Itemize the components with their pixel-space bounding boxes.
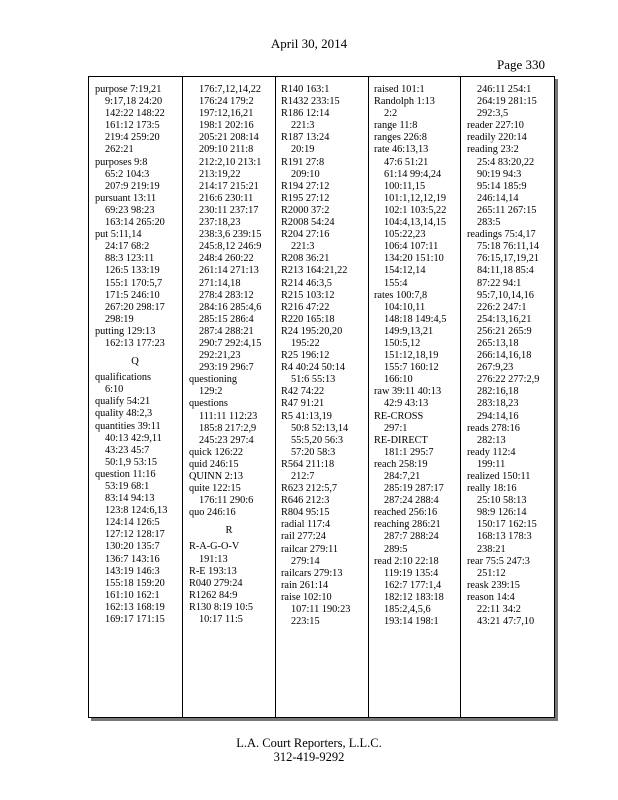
- index-entry: rates 100:7,8: [374, 289, 428, 301]
- index-entry-continuation: 69:23 98:23: [105, 204, 155, 216]
- column-divider: [275, 77, 276, 717]
- index-entry-continuation: 106:4 107:11: [384, 241, 439, 253]
- index-entry: ranges 226:8: [374, 132, 427, 144]
- index-entry-continuation: 169:17 171:15: [105, 614, 165, 626]
- index-entry-continuation: 245:23 297:4: [199, 434, 254, 446]
- index-entry: R25 196:12: [281, 350, 330, 362]
- index-entry-continuation: 98:9 126:14: [477, 507, 527, 519]
- index-entry: R140 163:1: [281, 84, 330, 95]
- index-entry-continuation: 40:13 42:9,11: [105, 432, 162, 444]
- index-entry-continuation: 168:13 178:3: [477, 531, 532, 543]
- index-entry: reads 278:16: [467, 422, 520, 434]
- index-entry-continuation: 267:9,23: [477, 362, 514, 374]
- index-entry-continuation: 198:1 202:16: [199, 120, 254, 132]
- index-entry-continuation: 105:22,23: [384, 229, 426, 241]
- index-entry: quick 126:22: [189, 446, 244, 458]
- index-entry: RE-CROSS: [374, 410, 424, 422]
- index-entry: qualifications: [95, 372, 152, 384]
- index-entry: R216 47:22: [281, 301, 330, 313]
- index-entry: quantities 39:11: [95, 420, 161, 432]
- index-entry-continuation: 261:14 271:13: [199, 265, 259, 277]
- index-entry: R42 74:22: [281, 386, 325, 398]
- index-entry-continuation: 290:7 292:4,15: [199, 337, 262, 349]
- index-entry-continuation: 182:12 183:18: [384, 591, 444, 603]
- index-entry: R214 46:3,5: [281, 277, 332, 289]
- index-entry-continuation: 150:5,12: [384, 337, 421, 349]
- column-divider: [368, 77, 369, 717]
- index-entry-continuation: 213:19,22: [199, 168, 241, 180]
- index-entry-continuation: 166:10: [384, 374, 413, 386]
- index-entry-continuation: 151:12,18,19: [384, 350, 439, 362]
- index-entry: raw 39:11 40:13: [374, 386, 442, 398]
- index-entry-continuation: 24:17 68:2: [105, 241, 150, 253]
- column-divider: [182, 77, 183, 717]
- index-entry-continuation: 143:19 146:3: [105, 565, 160, 577]
- index-entry-continuation: 95:7,10,14,16: [477, 289, 534, 301]
- index-entry: R2008 54:24: [281, 217, 335, 229]
- index-entry-continuation: 10:17 11:5: [199, 614, 243, 626]
- index-entry-continuation: 155:4: [384, 277, 408, 289]
- index-entry-continuation: 266:14,16,18: [477, 350, 532, 362]
- index-entry: quo 246:16: [189, 507, 236, 519]
- index-entry-continuation: 195:22: [291, 337, 320, 349]
- index-entry: reason 14:4: [467, 591, 515, 603]
- index-entry-continuation: 25:4 83:20,22: [477, 156, 535, 168]
- index-entry: really 18:16: [467, 483, 517, 495]
- index-entry: readings 75:4,17: [467, 229, 536, 241]
- index-entry: R040 279:24: [189, 577, 243, 589]
- index-entry: purposes 9:8: [95, 156, 148, 168]
- index-entry-continuation: 292:3,5: [477, 108, 509, 120]
- index-entry: reader 227:10: [467, 120, 524, 132]
- index-entry: R191 27:8: [281, 156, 325, 168]
- index-entry: put 5:11,14: [95, 229, 142, 241]
- index-entry-continuation: 248:4 260:22: [199, 253, 254, 265]
- index-entry-continuation: 76:15,17,19,21: [477, 253, 540, 265]
- index-entry-continuation: 51:6 55:13: [291, 374, 336, 386]
- index-entry-continuation: 119:19 135:4: [384, 567, 439, 579]
- index-entry-continuation: 9:17,18 24:20: [105, 96, 163, 108]
- index-entry-continuation: 134:20 151:10: [384, 253, 444, 265]
- index-entry: R5 41:13,19: [281, 410, 332, 422]
- index-entry: ready 112:4: [467, 446, 516, 458]
- index-entry: R187 13:24: [281, 132, 330, 144]
- index-entry-continuation: 90:19 94:3: [477, 168, 522, 180]
- index-entry-continuation: 162:13 177:23: [105, 337, 165, 349]
- index-entry: quite 122:15: [189, 483, 241, 495]
- index-entry: railcars 279:13: [281, 567, 343, 579]
- index-entry-continuation: 226:2 247:1: [477, 301, 527, 313]
- index-entry-continuation: 163:14 265:20: [105, 217, 165, 229]
- index-column-2: [189, 84, 269, 708]
- index-entry-continuation: 219:4 259:20: [105, 132, 160, 144]
- index-entry-continuation: 283:5: [477, 217, 501, 229]
- index-entry-continuation: 43:23 45:7: [105, 444, 150, 456]
- index-entry-continuation: 65:2 104:3: [105, 168, 150, 180]
- index-entry: quality 48:2,3: [95, 408, 153, 420]
- index-entry: R1262 84:9: [189, 589, 238, 601]
- index-entry: pursuant 13:11: [95, 192, 157, 204]
- index-entry-continuation: 111:11 112:23: [199, 410, 258, 422]
- index-entry-continuation: 123:8 124:6,13: [105, 505, 168, 517]
- section-letter: Q: [131, 356, 139, 368]
- index-entry: R4 40:24 50:14: [281, 362, 346, 374]
- index-entry-continuation: 88:3 123:11: [105, 253, 155, 265]
- index-entry-continuation: 95:14 185:9: [477, 180, 527, 192]
- index-entry: R-E 193:13: [189, 565, 237, 577]
- index-entry-continuation: 176:24 179:2: [199, 96, 254, 108]
- index-entry-continuation: 127:12 128:17: [105, 529, 165, 541]
- index-entry: R1432 233:15: [281, 96, 340, 108]
- index-entry-continuation: 53:19 68:1: [105, 481, 150, 492]
- index-entry-continuation: 289:5: [384, 543, 408, 555]
- index-entry-continuation: 181:1 295:7: [384, 446, 434, 458]
- index-entry: reaching 286:21: [374, 519, 441, 531]
- index-entry-continuation: 278:4 283:12: [199, 289, 254, 301]
- index-entry-continuation: 209:10 211:8: [199, 144, 254, 156]
- index-entry-continuation: 199:11: [477, 458, 506, 470]
- index-entry: R195 27:12: [281, 192, 330, 204]
- index-entry-continuation: 230:11 237:17: [199, 204, 259, 216]
- index-entry-continuation: 149:9,13,21: [384, 325, 434, 337]
- index-entry-continuation: 126:5 133:19: [105, 265, 160, 277]
- index-entry: R213 164:21,22: [281, 265, 348, 277]
- index-entry-continuation: 284:16 285:4,6: [199, 301, 262, 313]
- index-entry-continuation: 142:22 148:22: [105, 108, 165, 120]
- index-entry-continuation: 50:1,9 53:15: [105, 456, 158, 468]
- index-entry-continuation: 276:22 277:2,9: [477, 374, 540, 386]
- index-entry: raised 101:1: [374, 84, 425, 95]
- index-entry: reading 23:2: [467, 144, 519, 156]
- index-entry-continuation: 155:7 160:12: [384, 362, 439, 374]
- index-entry: R-A-G-O-V: [189, 541, 240, 553]
- index-entry: rain 261:14: [281, 579, 329, 591]
- index-entry: question 11:16: [95, 468, 156, 480]
- index-entry-continuation: 161:12 173:5: [105, 120, 160, 132]
- index-entry: railcar 279:11: [281, 543, 339, 555]
- index-entry-continuation: 279:14: [291, 555, 320, 567]
- index-column-5: [467, 84, 547, 708]
- index-entry-continuation: 162:7 177:1,4: [384, 579, 442, 591]
- index-entry-continuation: 271:14,18: [199, 277, 241, 289]
- index-entry-continuation: 47:6 51:21: [384, 156, 429, 168]
- index-entry-continuation: 197:12,16,21: [199, 108, 254, 120]
- index-entry: read 2:10 22:18: [374, 555, 439, 567]
- index-entry-continuation: 25:10 58:13: [477, 495, 527, 507]
- index-entry: R130 8:19 10:5: [189, 601, 254, 613]
- index-entry-continuation: 185:2,4,5,6: [384, 604, 431, 616]
- index-entry-continuation: 256:21 265:9: [477, 325, 532, 337]
- index-entry-continuation: 284:7,21: [384, 471, 421, 482]
- index-entry-continuation: 283:18,23: [477, 398, 519, 410]
- index-entry-continuation: 150:17 162:15: [477, 519, 537, 531]
- index-entry: readily 220:14: [467, 132, 527, 144]
- index-entry-continuation: 61:14 99:4,24: [384, 168, 442, 180]
- index-entry-continuation: 221:3: [291, 120, 315, 132]
- index-entry: R623 212:5,7: [281, 483, 338, 495]
- column-divider: [460, 77, 461, 717]
- index-entry: R194 27:12: [281, 180, 330, 192]
- index-entry: rate 46:13,13: [374, 144, 429, 156]
- index-entry: Randolph 1:13: [374, 96, 435, 108]
- index-entry-continuation: 130:20 135:7: [105, 541, 160, 553]
- index-entry-continuation: 6:10: [105, 384, 124, 396]
- index-entry-continuation: 267:20 298:17: [105, 301, 165, 313]
- index-entry-continuation: 102:1 103:5,22: [384, 204, 447, 216]
- index-entry-continuation: 246:11 254:1: [477, 84, 532, 95]
- index-entry: radial 117:4: [281, 519, 331, 531]
- index-entry-continuation: 223:15: [291, 616, 320, 628]
- index-entry: R204 27:16: [281, 229, 330, 241]
- section-letter: R: [225, 525, 233, 537]
- index-entry: questioning: [189, 374, 238, 386]
- index-entry: range 11:8: [374, 120, 418, 132]
- index-entry-continuation: 104:4,13,14,15: [384, 217, 447, 229]
- index-entry-continuation: 282:16,18: [477, 386, 519, 398]
- index-entry-continuation: 20:19: [291, 144, 315, 156]
- footer-phone: 312-419-9292: [273, 750, 345, 764]
- index-entry: RE-DIRECT: [374, 434, 428, 446]
- index-entry: quid 246:15: [189, 458, 239, 470]
- index-entry-continuation: 264:19 281:15: [477, 96, 537, 108]
- index-entry-continuation: 287:24 288:4: [384, 495, 439, 507]
- index-entry-continuation: 287:7 288:24: [384, 531, 439, 543]
- index-entry-continuation: 136:7 143:16: [105, 553, 160, 565]
- index-entry-continuation: 84:11,18 85:4: [477, 265, 534, 277]
- index-entry-continuation: 55:5,20 56:3: [291, 434, 344, 446]
- index-entry: R208 36:21: [281, 253, 330, 265]
- index-entry: raise 102:10: [281, 591, 332, 603]
- index-entry-continuation: 176:7,12,14,22: [199, 84, 262, 95]
- index-entry-continuation: 162:13 168:19: [105, 601, 165, 613]
- index-entry-continuation: 57:20 58:3: [291, 446, 336, 458]
- index-entry-continuation: 212:2,10 213:1: [199, 156, 262, 168]
- index-entry-continuation: 293:19 296:7: [199, 362, 254, 374]
- index-entry-continuation: 154:12,14: [384, 265, 426, 277]
- index-entry-continuation: 245:8,12 246:9: [199, 241, 262, 253]
- index-entry-continuation: 87:22 94:1: [477, 277, 522, 289]
- index-entry-continuation: 287:4 288:21: [199, 325, 254, 337]
- index-entry-continuation: 75:18 76:11,14: [477, 241, 539, 253]
- index-entry-continuation: 238:21: [477, 543, 506, 555]
- index-entry-continuation: 22:11 34:2: [477, 604, 521, 616]
- index-entry-continuation: 129:2: [199, 386, 223, 398]
- index-entry: R804 95:15: [281, 507, 330, 519]
- index-entry: reach 258:19: [374, 458, 428, 470]
- page-number: Page 330: [497, 57, 546, 72]
- index-entry-continuation: 155:18 159:20: [105, 577, 165, 589]
- index-entry-continuation: 42:9 43:13: [384, 398, 429, 410]
- index-entry-continuation: 209:10: [291, 168, 320, 180]
- index-entry-continuation: 237:18,23: [199, 217, 241, 229]
- index-entry-continuation: 297:1: [384, 422, 408, 434]
- index-entry-continuation: 294:14,16: [477, 410, 519, 422]
- index-entry: realized 150:11: [467, 471, 531, 482]
- index-entry-continuation: 185:8 217:2,9: [199, 422, 257, 434]
- index-entry: purpose 7:19,21: [95, 84, 162, 95]
- index-entry-continuation: 246:14,14: [477, 192, 519, 204]
- index-column-3: [281, 84, 361, 708]
- index-column-4: [374, 84, 454, 708]
- index-entry-continuation: 285:19 287:17: [384, 483, 444, 495]
- index-entry: R646 212:3: [281, 495, 330, 507]
- index-entry: R220 165:18: [281, 313, 335, 325]
- index-entry-continuation: 214:17 215:21: [199, 180, 259, 192]
- index-entry-continuation: 221:3: [291, 241, 315, 253]
- index-entry: putting 129:13: [95, 325, 156, 337]
- document-date: April 30, 2014: [270, 36, 348, 51]
- index-frame: [88, 76, 555, 718]
- index-entry-continuation: 2:2: [384, 108, 398, 120]
- index-entry-continuation: 171:5 246:10: [105, 289, 160, 301]
- footer: [0, 736, 618, 764]
- index-entry: R47 91:21: [281, 398, 325, 410]
- footer-company: L.A. Court Reporters, L.L.C.: [236, 736, 382, 750]
- index-entry-continuation: 238:3,6 239:15: [199, 229, 262, 241]
- index-entry-continuation: 251:12: [477, 567, 506, 579]
- index-entry-continuation: 148:18 149:4,5: [384, 313, 447, 325]
- index-entry-continuation: 265:13,18: [477, 337, 519, 349]
- index-entry-continuation: 83:14 94:13: [105, 493, 155, 505]
- index-entry: reached 256:16: [374, 507, 438, 519]
- index-entry: R215 103:12: [281, 289, 335, 301]
- index-entry-continuation: 292:21,23: [199, 350, 241, 362]
- index-entry-continuation: 216:6 230:11: [199, 192, 254, 204]
- index-entry-continuation: 161:10 162:1: [105, 589, 160, 601]
- index-entry: questions: [189, 398, 228, 410]
- index-entry: rear 75:5 247:3: [467, 555, 530, 567]
- index-entry-continuation: 100:11,15: [384, 180, 426, 192]
- index-entry-continuation: 155:1 170:5,7: [105, 277, 163, 289]
- index-entry-continuation: 193:14 198:1: [384, 616, 439, 628]
- index-entry-continuation: 107:11 190:23: [291, 604, 351, 616]
- index-entry-continuation: 262:21: [105, 144, 134, 156]
- index-entry-continuation: 282:13: [477, 434, 506, 446]
- index-entry-continuation: 265:11 267:15: [477, 204, 537, 216]
- index-entry: reask 239:15: [467, 579, 520, 591]
- index-entry-continuation: 298:19: [105, 313, 134, 325]
- index-entry: R2000 37:2: [281, 204, 330, 216]
- index-entry-continuation: 254:13,16,21: [477, 313, 532, 325]
- index-entry-continuation: 101:1,12,12,19: [384, 192, 447, 204]
- index-entry: R24 195:20,20: [281, 325, 343, 337]
- index-entry-continuation: 124:14 126:5: [105, 517, 160, 529]
- index-entry-continuation: 285:15 286:4: [199, 313, 254, 325]
- index-entry: R564 211:18: [281, 458, 335, 470]
- index-entry-continuation: 43:21 47:7,10: [477, 616, 535, 628]
- index-entry-continuation: 207:9 219:19: [105, 180, 160, 192]
- index-entry-continuation: 191:13: [199, 553, 228, 565]
- index-entry-continuation: 205:21 208:14: [199, 132, 259, 144]
- index-entry-continuation: 212:7: [291, 471, 315, 482]
- index-entry: QUINN 2:13: [189, 471, 244, 482]
- index-entry: rail 277:24: [281, 531, 326, 543]
- index-entry: R186 12:14: [281, 108, 330, 120]
- index-column-1: [95, 84, 175, 708]
- index-entry: qualify 54:21: [95, 396, 151, 408]
- index-entry-continuation: 176:11 290:6: [199, 495, 254, 507]
- index-entry-continuation: 104:10,11: [384, 301, 426, 313]
- index-entry-continuation: 50:8 52:13,14: [291, 422, 349, 434]
